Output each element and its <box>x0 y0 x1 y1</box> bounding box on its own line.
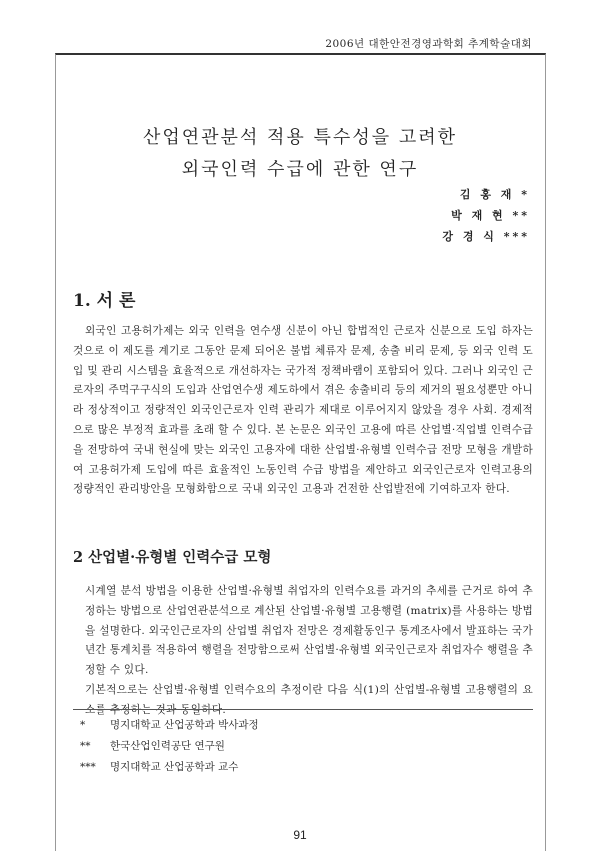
section-heading-intro: 1. 서 론 <box>73 291 136 311</box>
intro-paragraph: 외국인 고용허가제는 외국 인력을 연수생 신분이 아닌 합법적인 근로자 신분으로 도입 하자는 것으로 이 제도를 계기로 그동안 문제 되어온 불법 체류자 문제, 송출 비리 문제, 등 외국 인력 도입 및 관리 시스템을 효율적으로 개선하자는 국가적 정책바램이 포함되어 있다. 그러나 외국인 근로자의 주먹구구식의 도입과 산업연수생 제도하에서 겪은 송출비리 등의 제거의 필요성뿐만 아니라 정상적이고 정량적인 외국인근로자 인력 관리가 제대로 이루어지지 않았을 경우 사회. 경제적으로 많은 부정적 효과를 초래 할 수 있다. 본 논문은 외국인 고용에 따른 산업별·직업별 인력수급을 전망하여 국내 현실에 맞는 외국인 고용자에 대한 산업별·유형별 인력수급 전망 모형을 개발하여 고용허가제 도입에 따른 효율적인 노동인력 수급 방법을 제안하고 외국인근로자 인력고용의 정량적인 관리방안을 모형화함으로 국내 외국인 고용과 건전한 산업발전에 기여하고자 한다. <box>73 325 533 496</box>
author-3: 강 경 식 *** <box>442 230 530 243</box>
paper-title-line2: 외국인력 수급에 관한 연구 <box>181 159 419 180</box>
model-paragraph-1: 시계열 분석 방법을 이용한 산업별·유형별 취업자의 인력수요를 과거의 추세를 근거로 하여 추정하는 방법으로 산업연관분석으로 계산된 산업별·유형별 고용행렬 (matrix)를 사용하는 방법을 설명한다. 외국인근로자의 산업별 취업자 전망은 경제활동인구 통계조사에서 발표하는 국가년간 통계치를 적용하여 행렬을 전망함으로써 산업별·유형별 외국인근로자 취업자수 행렬을 추정할 수 있다. <box>85 585 533 677</box>
conference-header: 2006년 대한안전경영과학회 추계학술대회 <box>325 38 532 50</box>
footnote-3 <box>80 759 238 774</box>
footnote-mark: * <box>80 719 86 731</box>
section-body-model <box>73 582 533 721</box>
footnote-text: 명지대학교 산업공학과 교수 <box>110 761 239 773</box>
section-heading-model: 2 산업별·유형별 인력수급 모형 <box>73 549 272 566</box>
paper-title-line1: 산업연관분석 적용 특수성을 고려한 <box>143 127 457 148</box>
model-paragraph-2: 기본적으로는 산업별·유형별 인력수요의 추정이란 다음 식(1)의 산업별-유형별 고용행렬의 요소를 추정하는 것과 동일하다. <box>85 683 533 716</box>
footnote-2 <box>80 738 225 753</box>
author-2: 박 재 현 ** <box>451 209 530 222</box>
footnote-mark: *** <box>80 761 96 773</box>
footnote-1 <box>80 717 259 732</box>
footnote-divider <box>73 709 533 710</box>
section-body-intro <box>73 322 533 500</box>
author-1: 김 홍 재 * <box>459 188 530 201</box>
page-number: 91 <box>293 828 307 842</box>
footnote-mark: ** <box>80 740 91 752</box>
footnote-text: 한국산업인력공단 연구원 <box>110 740 225 752</box>
footnote-text: 명지대학교 산업공학과 박사과정 <box>110 719 259 731</box>
